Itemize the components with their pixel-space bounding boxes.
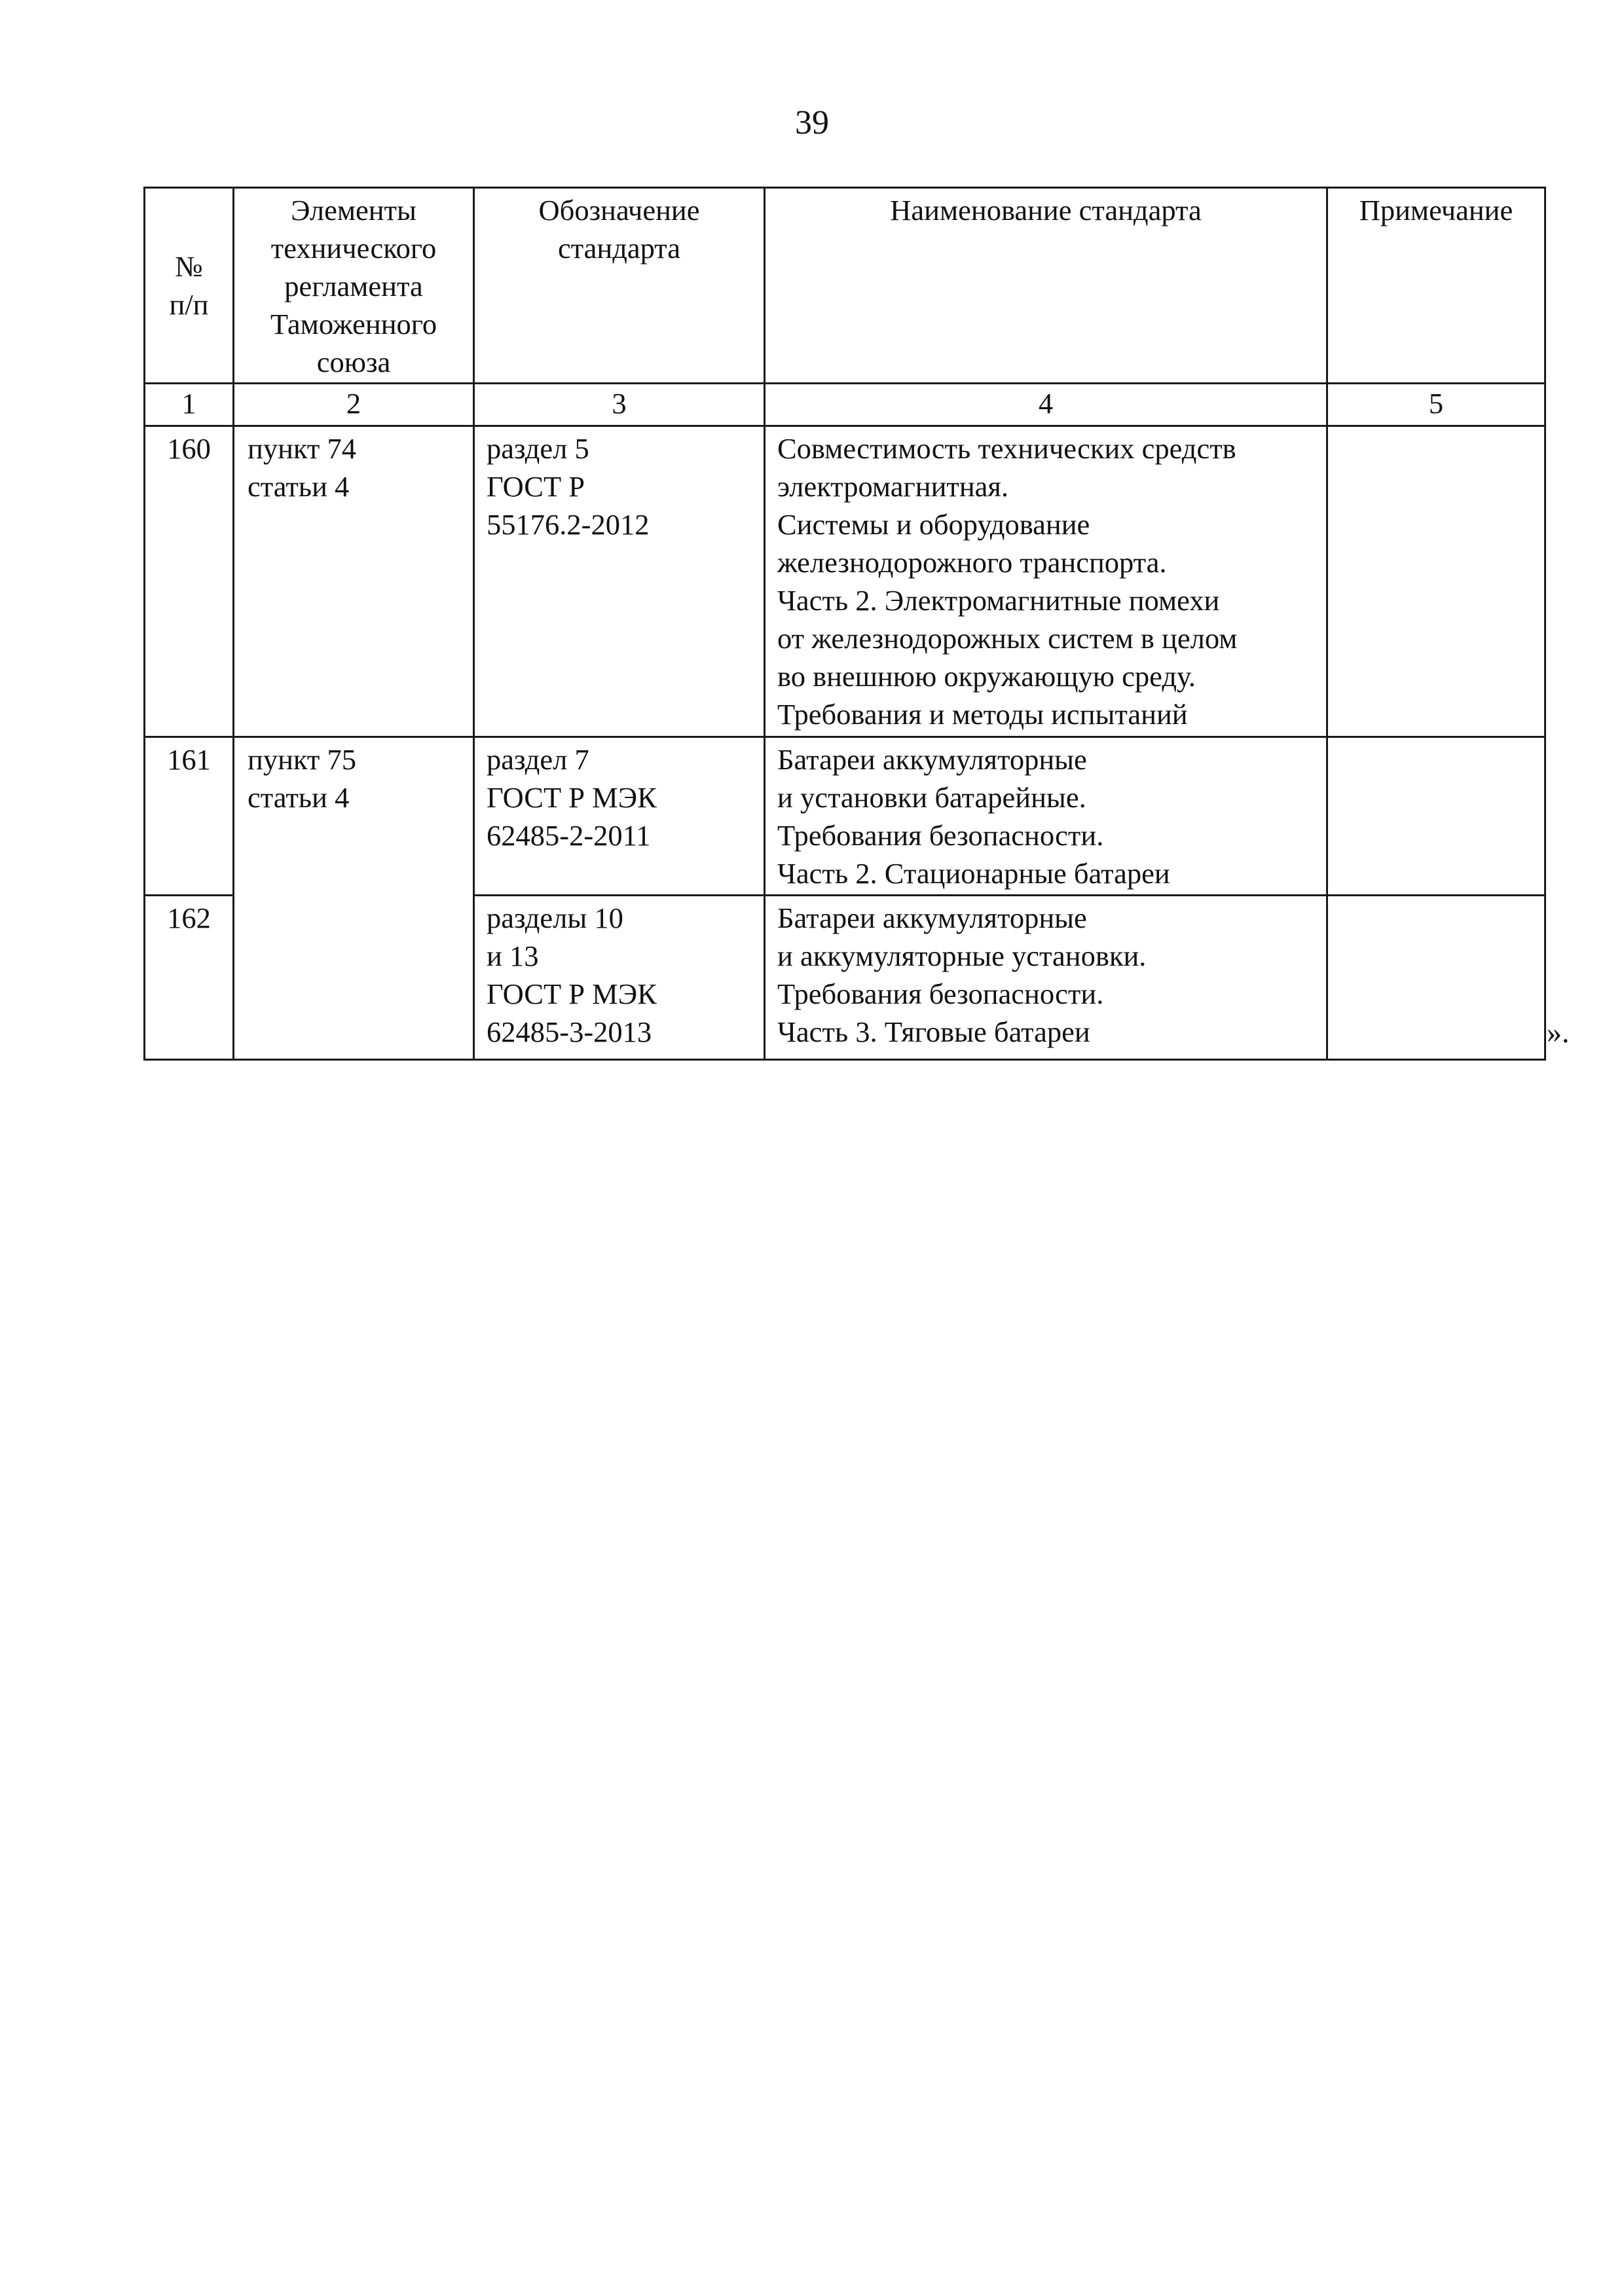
designation-line: 62485-2-2011 <box>487 819 651 852</box>
designation-line: раздел 7 <box>487 743 589 776</box>
row-number: 160 <box>167 432 211 465</box>
elements-line: пункт 75 <box>248 743 356 776</box>
standard-name-line: Батареи аккумуляторные <box>777 902 1087 934</box>
row-number: 162 <box>167 902 211 934</box>
header-designation-line: Обозначение <box>538 194 700 227</box>
elements-cell <box>234 426 474 737</box>
note-cell <box>1327 426 1545 737</box>
row-number-cell <box>145 896 234 1060</box>
header-designation <box>474 188 765 384</box>
header-standard-name-text: Наименование стандарта <box>890 194 1202 227</box>
header-note <box>1327 188 1545 384</box>
table-row <box>145 737 1545 896</box>
header-elements-line: регламента <box>284 270 423 302</box>
column-number: 3 <box>474 384 765 426</box>
column-number: 2 <box>234 384 474 426</box>
standard-name-line: электромагнитная. <box>777 470 1009 503</box>
standards-table <box>143 187 1546 1061</box>
standard-name-line: Часть 2. Стационарные батареи <box>777 857 1170 890</box>
standard-name-line: Требования безопасности. <box>777 977 1104 1010</box>
standard-name-line: Часть 3. Тяговые батареи <box>777 1015 1090 1048</box>
standard-name-cell <box>765 737 1327 896</box>
designation-cell <box>474 426 765 737</box>
header-elements <box>234 188 474 384</box>
note-cell <box>1327 896 1545 1060</box>
elements-line: статьи 4 <box>248 470 350 503</box>
designation-line: ГОСТ Р МЭК <box>487 977 657 1010</box>
elements-line: статьи 4 <box>248 781 350 814</box>
row-number-cell <box>145 426 234 737</box>
header-note-text: Примечание <box>1359 194 1513 227</box>
standard-name-line: Совместимость технических средств <box>777 432 1236 465</box>
standard-name-line: Требования безопасности. <box>777 819 1104 852</box>
standard-name-line: Системы и оборудование <box>777 508 1090 541</box>
designation-line: 62485-3-2013 <box>487 1015 652 1048</box>
header-number <box>145 188 234 384</box>
header-number-line: № <box>175 250 203 283</box>
closing-quote-mark: ». <box>1547 1015 1570 1049</box>
standard-name-cell <box>765 426 1327 737</box>
row-number-cell <box>145 737 234 896</box>
standard-name-line: Требования и методы испытаний <box>777 698 1188 731</box>
column-number: 5 <box>1327 384 1545 426</box>
header-elements-line: технического <box>270 232 437 264</box>
designation-line: разделы 10 <box>487 902 623 934</box>
designation-cell <box>474 896 765 1060</box>
standard-name-line: железнодорожного транспорта. <box>777 546 1167 579</box>
row-number: 161 <box>167 743 211 776</box>
column-number-row <box>145 384 1545 426</box>
header-elements-line: союза <box>316 346 391 378</box>
standard-name-line: Батареи аккумуляторные <box>777 743 1087 776</box>
header-designation-line: стандарта <box>557 232 681 264</box>
designation-line: ГОСТ Р МЭК <box>487 781 657 814</box>
note-cell <box>1327 737 1545 896</box>
standard-name-line: и установки батарейные. <box>777 781 1086 814</box>
standard-name-line: Часть 2. Электромагнитные помехи <box>777 584 1220 617</box>
standard-name-line: во внешнюю окружающую среду. <box>777 660 1196 693</box>
header-number-line: п/п <box>169 288 209 321</box>
designation-line: и 13 <box>487 939 539 972</box>
designation-cell <box>474 737 765 896</box>
column-number: 4 <box>765 384 1327 426</box>
header-elements-line: Таможенного <box>270 308 437 340</box>
table-row <box>145 426 1545 737</box>
elements-line: пункт 74 <box>248 432 356 465</box>
designation-line: раздел 5 <box>487 432 589 465</box>
standard-name-line: и аккумуляторные установки. <box>777 939 1147 972</box>
table-header-row <box>145 188 1545 384</box>
page-number: 39 <box>795 104 829 141</box>
standard-name-line: от железнодорожных систем в целом <box>777 622 1238 655</box>
designation-line: ГОСТ Р <box>487 470 585 503</box>
elements-cell <box>234 737 474 1060</box>
header-elements-line: Элементы <box>291 194 416 227</box>
header-standard-name <box>765 188 1327 384</box>
designation-line: 55176.2-2012 <box>487 508 650 541</box>
column-number: 1 <box>145 384 234 426</box>
standard-name-cell <box>765 896 1327 1060</box>
